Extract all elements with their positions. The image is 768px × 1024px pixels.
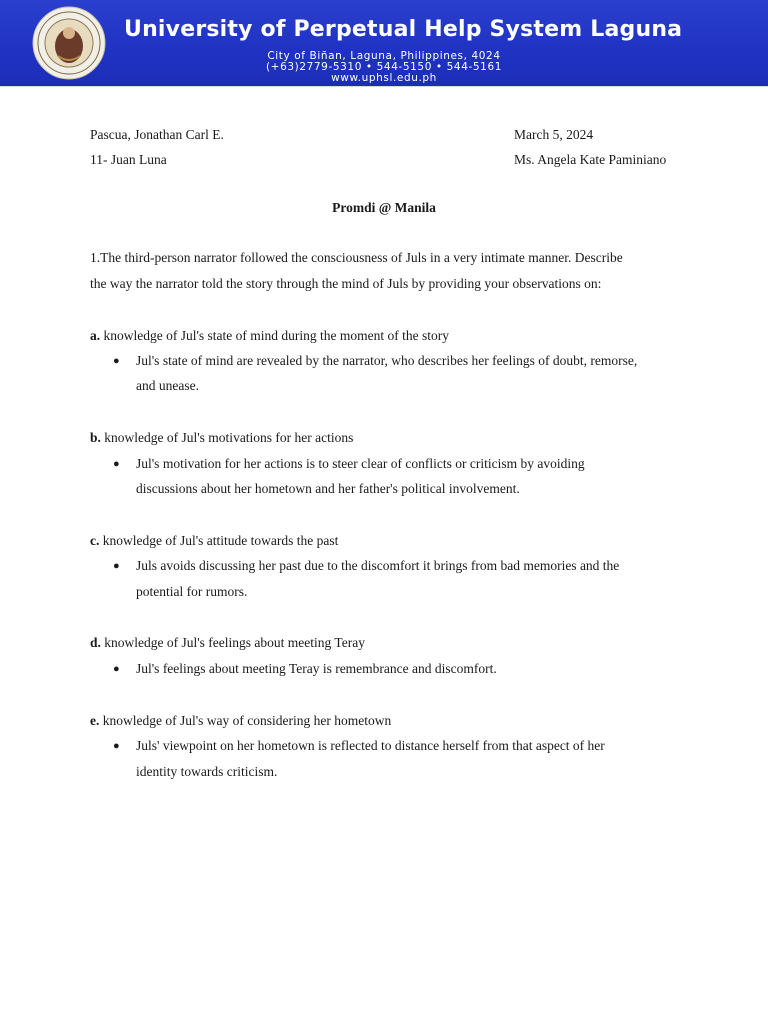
header-divider (0, 86, 768, 87)
item-prompt-text: knowledge of Jul's motivations for her actions (104, 430, 354, 445)
item-prompt-text: knowledge of Jul's feelings about meeting Teray (104, 635, 365, 650)
item-a-answer-line-1: Jul's state of mind are revealed by the narrator, who describes her feelings of doubt, remorse, (136, 353, 638, 368)
item-b-answer-line-2: discussions about her hometown and her father's political involvement. (136, 481, 520, 496)
university-address: City of Biñan, Laguna, Philippines, 4024 (267, 50, 501, 62)
bullet-icon: ● (113, 355, 120, 367)
item-e-prompt (90, 712, 391, 730)
item-d-answer-line-1: Jul's feelings about meeting Teray is remembrance and discomfort. (136, 661, 497, 676)
bullet-icon: ● (113, 663, 120, 675)
teacher-name: Ms. Angela Kate Paminiano (514, 152, 667, 167)
item-b-prompt (90, 429, 353, 447)
student-name: Pascua, Jonathan Carl E. (90, 127, 224, 142)
item-letter: c. (90, 533, 100, 548)
item-c-answer-line-1: Juls avoids discussing her past due to the discomfort it brings from bad memories and the (136, 558, 620, 573)
item-e-answer-line-1: Juls' viewpoint on her hometown is reflected to distance herself from that aspect of her (136, 738, 605, 753)
item-letter: b. (90, 430, 101, 445)
submission-date: March 5, 2024 (514, 127, 594, 142)
bullet-icon: ● (113, 560, 120, 572)
bullet-icon: ● (113, 458, 120, 470)
item-e-answer-line-2: identity towards criticism. (136, 764, 278, 779)
header-banner (0, 0, 768, 86)
university-website: www.uphsl.edu.ph (331, 72, 437, 84)
item-c-prompt (90, 532, 338, 550)
university-phones: (+63)2779-5310 • 544-5150 • 544-5161 (265, 61, 503, 73)
university-name: University of Perpetual Help System Laguna (124, 17, 683, 42)
item-letter: a. (90, 328, 101, 343)
item-prompt-text: knowledge of Jul's way of considering her hometown (102, 713, 392, 728)
item-prompt-text: knowledge of Jul's state of mind during the moment of the story (103, 328, 450, 343)
item-a-answer-line-2: and unease. (136, 378, 199, 393)
item-a-prompt (90, 327, 449, 345)
item-prompt-text: knowledge of Jul's attitude towards the past (102, 533, 339, 548)
university-seal-logo (28, 6, 110, 80)
item-letter: d. (90, 635, 101, 650)
item-letter: e. (90, 713, 100, 728)
item-b-answer-line-1: Jul's motivation for her actions is to steer clear of conflicts or criticism by avoiding (136, 456, 585, 471)
question-line-2: the way the narrator told the story through the mind of Juls by providing your observations on: (90, 276, 602, 291)
item-c-answer-line-2: potential for rumors. (136, 584, 248, 599)
bullet-icon: ● (113, 740, 120, 752)
item-d-prompt (90, 634, 365, 652)
student-section: 11- Juan Luna (90, 152, 167, 167)
question-line-1: 1.The third-person narrator followed the consciousness of Juls in a very intimate manner. Describe (90, 250, 623, 265)
document-title: Promdi @ Manila (332, 200, 436, 215)
